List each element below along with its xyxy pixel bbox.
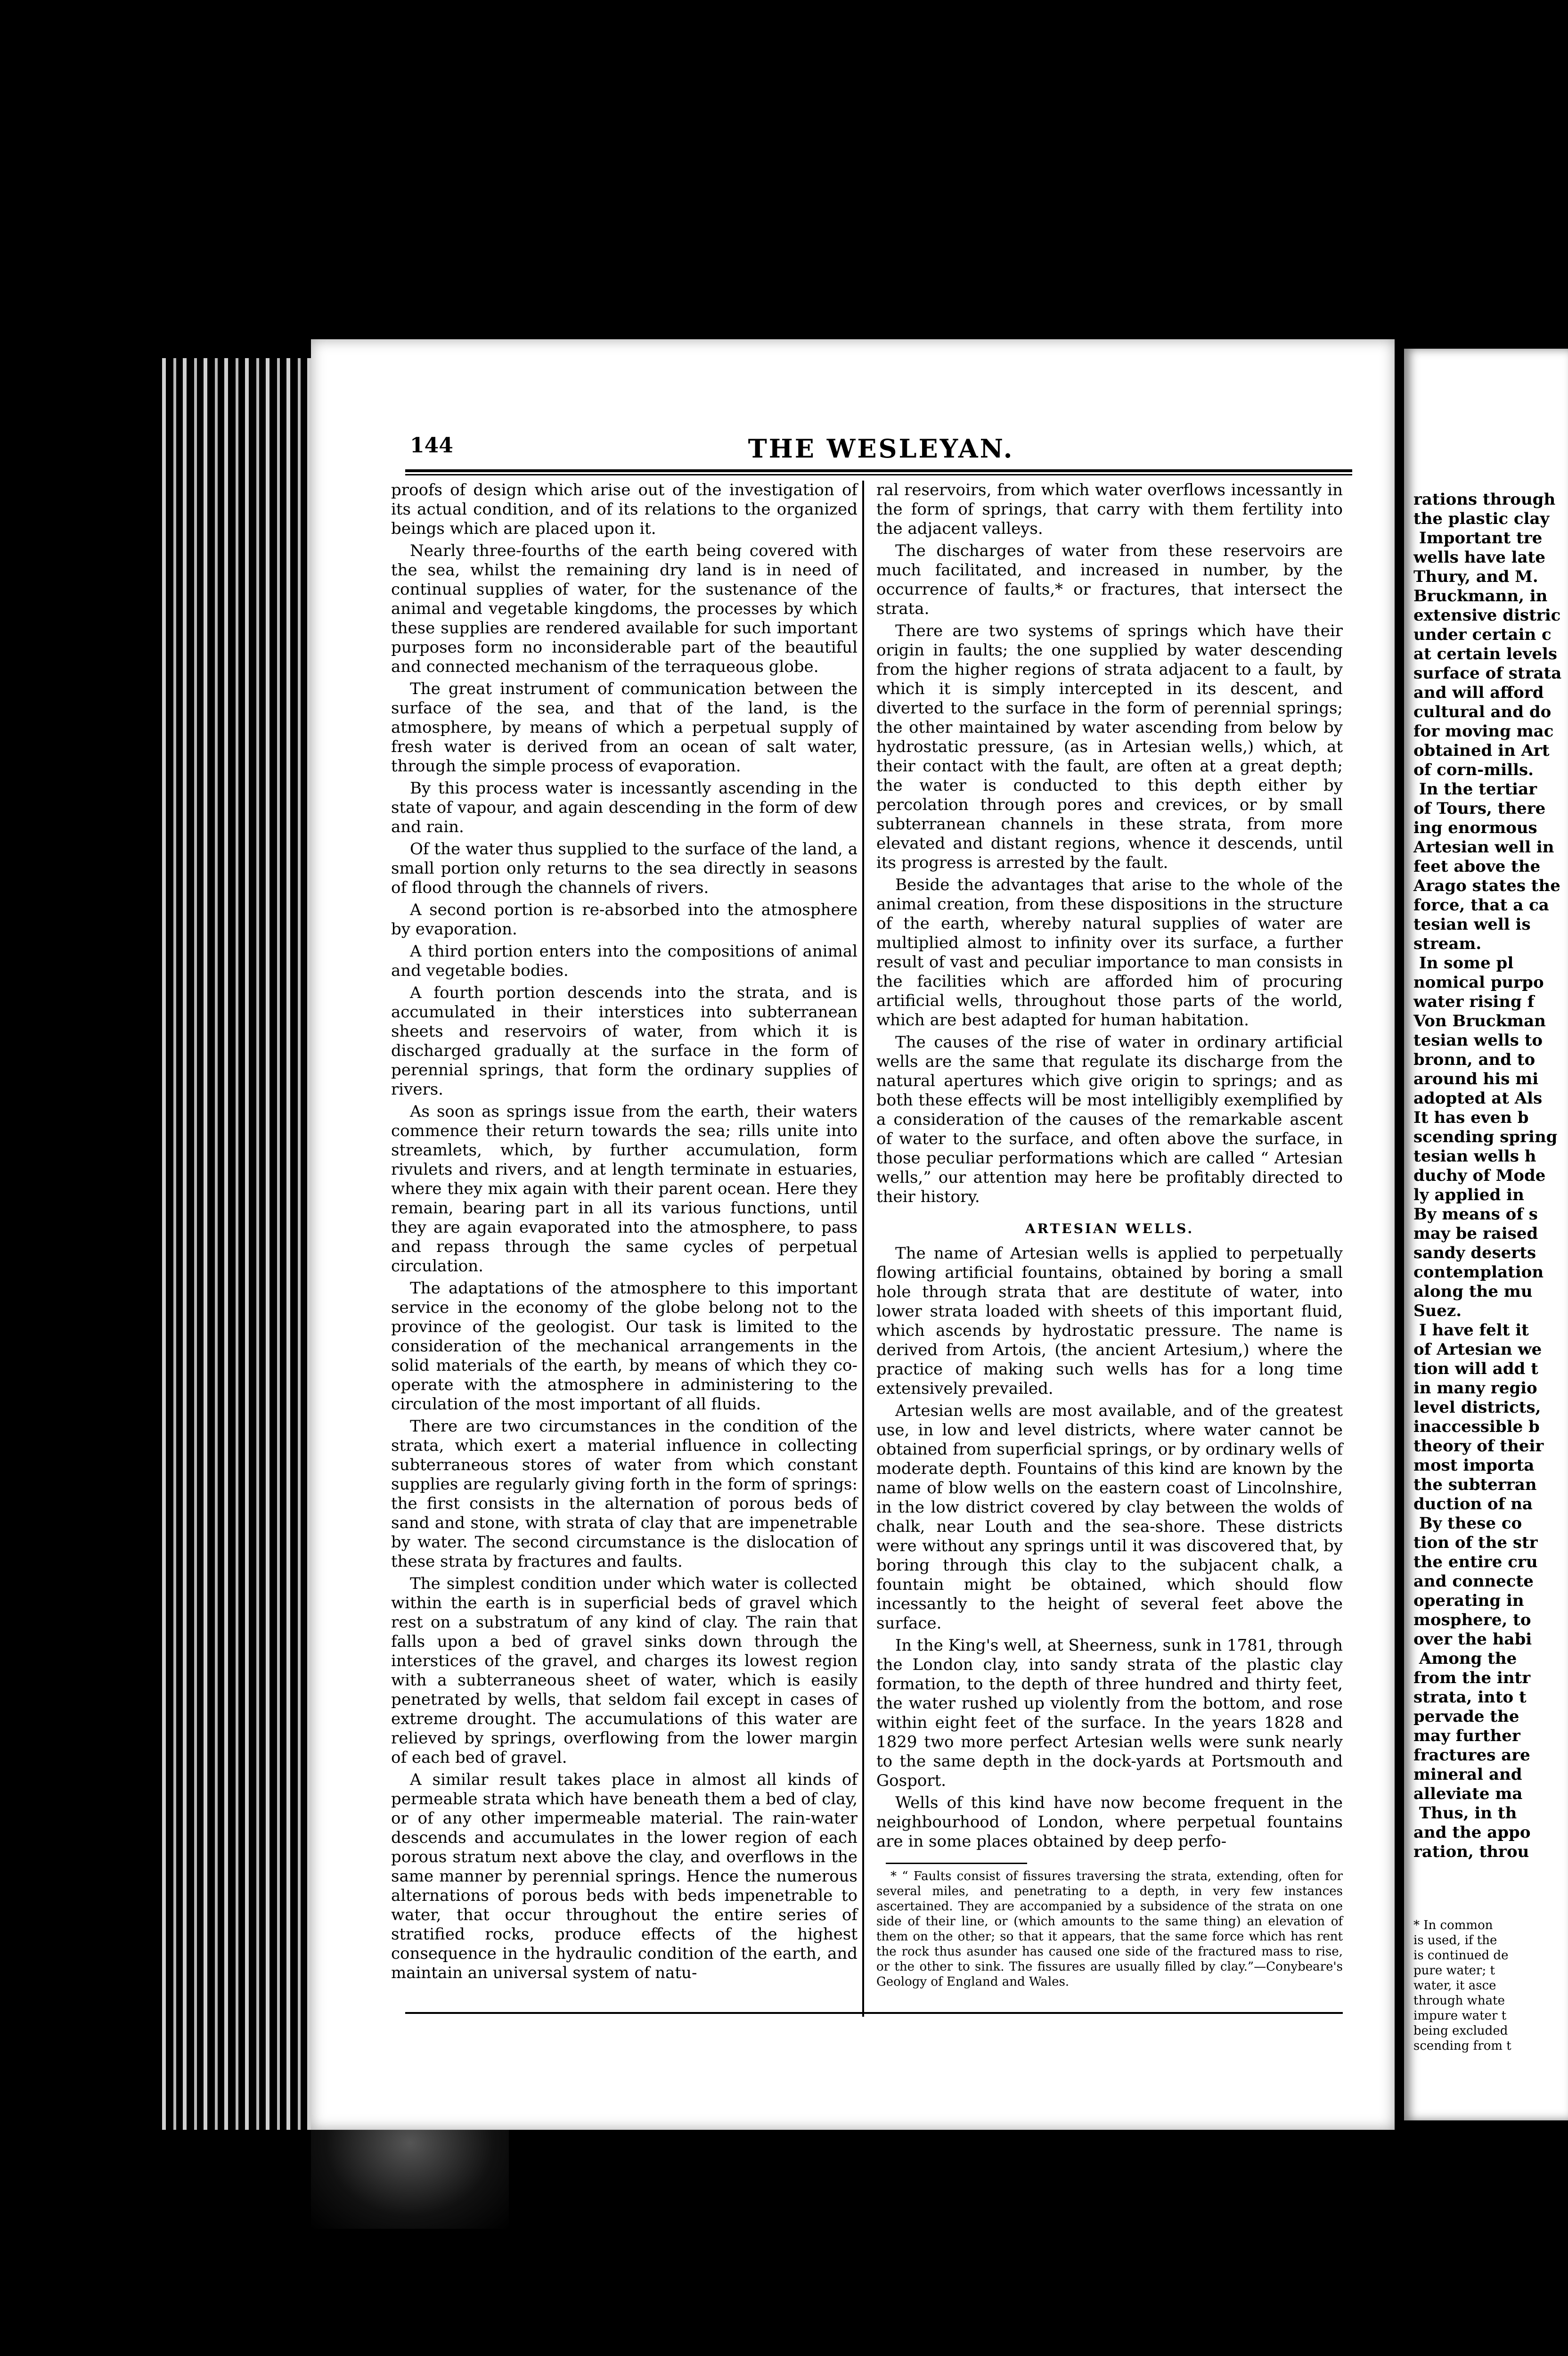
paragraph: A fourth portion descends into the strata, and is accumulated in their interstices into subterranean sheets and reservoirs of water, from which it is discharged gradually at the surface in the form of perennial springs, that form the ordinary supplies of rivers. bbox=[391, 983, 858, 1099]
paragraph: ral reservoirs, from which water overflows incessantly in the form of springs, that carry with them fertility into the adjacent valleys. bbox=[876, 481, 1343, 538]
paragraph: The simplest condition under which water is collected within the earth is in superficial beds of gravel which rest on a substratum of any kind of clay. The rain that falls upon a bed of gravel sinks down through the interstices of the gravel, and charges its lowest region with a subterraneous sheet of water, which is easily penetrated by wells, that seldom fail except in cases of extreme drought. The accumulations of this water are relieved by springs, overflowing from the lower margin of each bed of gravel. bbox=[391, 1574, 858, 1767]
paragraph: Wells of this kind have now become frequent in the neighbourhood of London, where perpetual fountains are in some places obtained by deep perfo- bbox=[876, 1793, 1343, 1851]
journal-title: THE WESLEYAN. bbox=[748, 434, 1014, 464]
facing-page bbox=[1404, 349, 1568, 2120]
paragraph: As soon as springs issue from the earth, their waters commence their return towards the sea; rills unite into streamlets, which, by further accumulation, form rivulets and rivers, and at length terminate in estuaries, where they mix again with their parent ocean. Here they remain, bearing part in all its various functions, until they are again evaporated into the atmosphere, to pass and repass through the same cycles of perpetual circulation. bbox=[391, 1102, 858, 1276]
paragraph: Beside the advantages that arise to the whole of the animal creation, from these dispositions in the structure of the earth, whereby natural supplies of water are multiplied almost to infinity over its surface, a further result of vast and peculiar importance to man consists in the facilities which are afforded him of procuring artificial wells, throughout those parts of the world, which are best adapted for human habitation. bbox=[876, 875, 1343, 1030]
paragraph: The name of Artesian wells is applied to perpetually flowing artificial fountains, obtained by boring a small hole through strata that are destitute of water, into lower strata loaded with sheets of this important fluid, which ascends by hydrostatic pressure. The name is derived from Artois, (the ancient Artesium,) where the practice of making such wells has for a long time extensively prevailed. bbox=[876, 1244, 1343, 1398]
facing-page-footnotes: * In common is used, if the is continued de pure water; t water, it asce through whate impure water t being excluded scending from t bbox=[1413, 1918, 1511, 2053]
paragraph: The discharges of water from these reservoirs are much facilitated, and increased in number, by the occurrence of faults,* or fractures, that intersect the strata. bbox=[876, 541, 1343, 618]
paragraph: The adaptations of the atmosphere to this important service in the economy of the globe belong not to the province of the geologist. Our task is limited to the consideration of the mechanical arrangements in the solid materials of the earth, by means of which they co-operate with the atmosphere in administering to the circulation of the most important of all fluids. bbox=[391, 1279, 858, 1414]
paragraph: By this process water is incessantly ascending in the state of vapour, and again descending in the form of dew and rain. bbox=[391, 779, 858, 836]
section-heading: ARTESIAN WELLS. bbox=[1025, 1221, 1194, 1236]
column-divider bbox=[862, 481, 864, 2017]
bottom-rule bbox=[405, 2012, 1343, 2014]
paragraph: Nearly three-fourths of the earth being covered with the sea, whilst the remaining dry land is in need of continual supplies of water, for the sustenance of the animal and vegetable kingdoms, the processes by which these supplies are rendered available for such important purposes form no inconsiderable part of the beautiful and connected mechanism of the terraqueous globe. bbox=[391, 541, 858, 676]
paragraph: In the King's well, at Sheerness, sunk in 1781, through the London clay, into sandy strata of the plastic clay formation, to the depth of three hundred and thirty feet, the water rushed up violently from the bottom, and rose within eight feet of the surface. In the years 1828 and 1829 two more perfect Artesian wells were sunk nearly to the same depth in the dock-yards at Portsmouth and Gosport. bbox=[876, 1636, 1343, 1790]
paragraph: The causes of the rise of water in ordinary artificial wells are the same that regulate its discharge from the natural apertures which give origin to springs; and as both these effects will be most intelligibly exemplified by a consideration of the causes of the remarkable ascent of water to the surface, and often above the surface, in those peculiar performations which are called “ Artesian wells,” our attention may here be profitably directed to their history. bbox=[876, 1033, 1343, 1206]
facing-page-text: rations through the plastic clay Important tre wells have late Thury, and M. Bruckmann, in extensive distric under certain c at certain levels surface of strata and will afford cultural and do for moving mac obtained in Art of corn-mills. In the tertiar of Tours, there ing enormous Artesian well in feet above the Arago states the force, that a ca tesian well is stream. In some pl nomical purpo water rising f Von Bruckman tesian wells to bronn, and to around his mi adopted at Als It has even b scending spring tesian wells h duchy of Mode ly applied in By means of s may be raised sandy deserts contemplation along the mu Suez. I have felt it of Artesian we tion will add t in many regio level districts, inaccessible b theory of their most importa the subterran duction of na By these co tion of the str the entire cru and connecte operating in mosphere, to over the habi Among the from the intr strata, into t pervade the may further fractures are mineral and alleviate ma Thus, in th and the appo ration, throu bbox=[1413, 490, 1562, 1861]
book-page-stack bbox=[155, 358, 316, 2130]
right-column bbox=[876, 481, 1343, 1989]
paragraph: Artesian wells are most available, and of the greatest use, in low and level districts, where water cannot be obtained from superficial springs, or by ordinary wells of moderate depth. Fountains of this kind are known by the name of blow wells on the eastern coast of Lincolnshire, in the low district covered by clay between the wolds of chalk, near Louth and the sea-shore. These districts were without any springs until it was discovered that, by boring through this clay to the subjacent chalk, a fountain might be obtained, which should flow incessantly to the height of several feet above the surface. bbox=[876, 1401, 1343, 1633]
running-head bbox=[410, 434, 1352, 466]
footnote: * “ Faults consist of fissures traversing the strata, extending, often for several miles, and penetrating to a depth, in very few instances ascertained. They are accompanied by a subsidence of the strata on one side of their line, or (which amounts to the same thing) an elevation of them on the other; so that it appears, that the same force which has rent the rock thus asunder has caused one side of the fractured mass to rise, or the other to sink. The fissures are usually filled by clay.”—Conybeare's Geology of England and Wales. bbox=[876, 1869, 1343, 1989]
paragraph: There are two systems of springs which have their origin in faults; the one supplied by water descending from the higher regions of strata adjacent to a fault, by which it is simply intercepted in its descent, and diverted to the surface in the form of perennial springs; the other maintained by water ascending from below by hydrostatic pressure, (as in Artesian wells,) which, at their contact with the fault, are often at a great depth; the water is conducted to this depth either by percolation through pores and crevices, or by small subterranean channels in these strata, from more elevated and distant regions, whence it descends, until its progress is arrested by the fault. bbox=[876, 622, 1343, 872]
paragraph: There are two circumstances in the condition of the strata, which exert a material influence in collecting subterraneous stores of water from which constant supplies are regularly giving forth in the form of springs: the first consists in the alternation of porous beds of sand and stone, with strata of clay that are impenetrable by water. The second circumstance is the dislocation of these strata by fractures and faults. bbox=[391, 1417, 858, 1571]
header-rule bbox=[405, 469, 1352, 475]
paragraph: A similar result takes place in almost all kinds of permeable strata which have beneath them a bed of clay, or of any other impermeable material. The rain-water descends and accumulates in the lower region of each porous stratum next above the clay, and overflows in the same manner by perennial springs. Hence the numerous alternations of porous beds with beds impenetrable to water, that occur throughout the entire series of stratified rocks, produce effects of the highest consequence in the hydraulic condition of the earth, and maintain an universal system of natu- bbox=[391, 1770, 858, 1982]
paragraph: The great instrument of communication between the surface of the sea, and that of the land, is the atmosphere, by means of which a perpetual supply of fresh water is derived from an ocean of salt water, through the simple process of evaporation. bbox=[391, 679, 858, 776]
page-number: 144 bbox=[410, 434, 453, 458]
paragraph: proofs of design which arise out of the investigation of its actual condition, and of its relations to the organized beings which are placed upon it. bbox=[391, 481, 858, 538]
footnote-rule bbox=[886, 1863, 1027, 1864]
paragraph: Of the water thus supplied to the surface of the land, a small portion only returns to the sea directly in seasons of flood through the channels of rivers. bbox=[391, 840, 858, 897]
left-column bbox=[391, 481, 858, 1986]
paragraph: A third portion enters into the compositions of animal and vegetable bodies. bbox=[391, 942, 858, 980]
paragraph: A second portion is re-absorbed into the atmosphere by evaporation. bbox=[391, 900, 858, 939]
book-page bbox=[311, 339, 1395, 2130]
